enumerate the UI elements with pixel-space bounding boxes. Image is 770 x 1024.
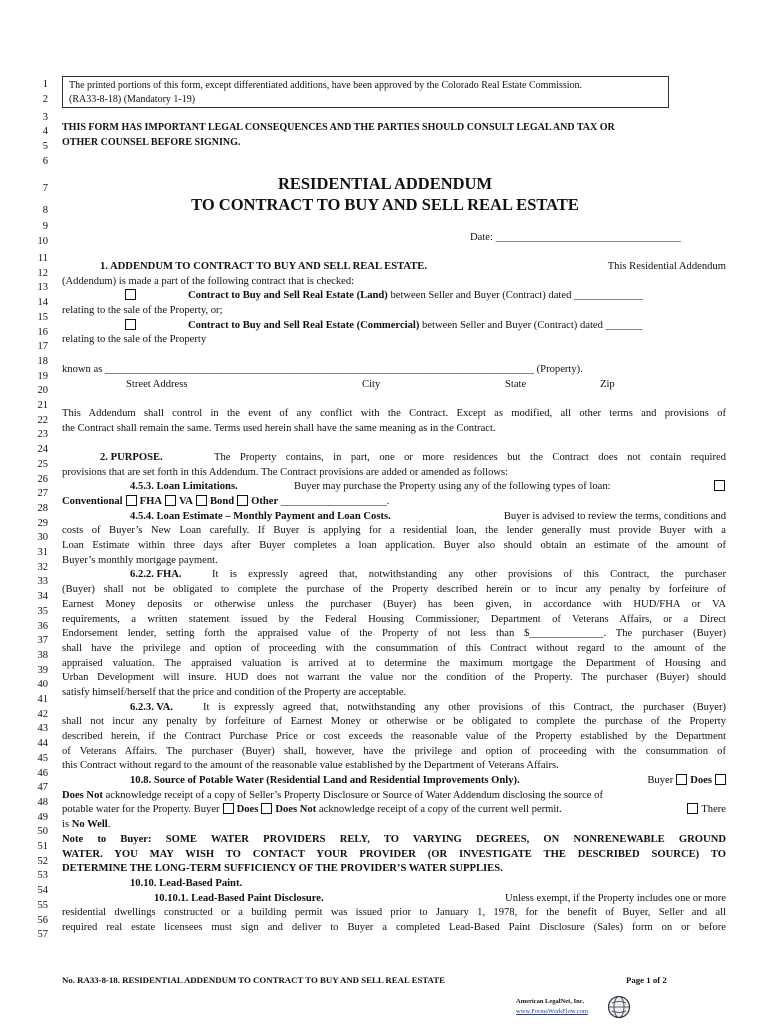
line-number: 10 [37, 236, 48, 247]
american-legalnet-logo[interactable] [512, 995, 632, 1021]
line-40: Urban Development will insure. HUD does not warrant the value nor the condition of the Property. The purchaser (Buyer) should [62, 672, 726, 684]
legal-warning [62, 121, 726, 150]
line-number: 29 [37, 517, 48, 529]
line-49-text: potable water for the Property. Buyer [62, 804, 220, 816]
line-number: 42 [37, 708, 48, 720]
land-contract-label: Contract to Buy and Sell Real Estate (Land) [188, 290, 388, 302]
section-1-heading: 1. ADDENDUM TO CONTRACT TO BUY AND SELL REAL ESTATE. [100, 261, 428, 272]
line-35: Earnest Money deposits or otherwise unless the purchaser (Buyer) has been given, in accordance with HUD/FHA or VA [62, 598, 726, 610]
line-number: 22 [37, 414, 48, 426]
section-2-heading-line [62, 451, 726, 466]
line-number: 9 [42, 221, 48, 232]
line-48 [62, 789, 726, 804]
potable-does-label: Does [690, 775, 712, 787]
land-contract-checkbox[interactable] [125, 289, 136, 300]
line-43: shall not incur any penalty by forfeiture of Earnest Money or otherwise or be obligated to complete the purchase of the Property [62, 716, 726, 728]
line-number: 26 [37, 473, 48, 485]
commercial-contract-label: Contract to Buy and Sell Real Estate (Commercial) [188, 319, 420, 331]
va-heading: 6.2.3. VA. [130, 701, 173, 713]
commercial-contract-rest: between Seller and Buyer (Contract) dated _______ [419, 319, 643, 331]
warning-line-1: THIS FORM HAS IMPORTANT LEGAL CONSEQUENCES AND THE PARTIES SHOULD CONSULT LEGAL AND TAX OR [62, 122, 615, 133]
line-number: 46 [37, 767, 48, 779]
loan-estimate-heading: 4.5.4. Loan Estimate – Monthly Payment and Loan Costs. [130, 510, 391, 522]
line-number: 45 [37, 752, 48, 764]
line-number: 53 [37, 870, 48, 882]
well-permit-does-not-label: Does Not [275, 804, 317, 816]
bond-checkbox[interactable] [196, 495, 207, 506]
line-number: 35 [37, 605, 48, 617]
form-title-line-1: RESIDENTIAL ADDENDUM [277, 174, 493, 193]
land-contract-line [62, 289, 726, 304]
line-48-text: acknowledge receipt of a copy of Seller’s Property Disclosure or Source of Water Addendum disclosing the source of [105, 789, 603, 801]
line-46: this Contract without regard to the amount of the reasonable value established by the Department of Veterans Affairs. [62, 760, 559, 772]
line-number: 7 [42, 183, 48, 194]
there-label: There [701, 804, 726, 816]
date-field[interactable]: Date: ___________________________________ [470, 232, 681, 243]
line-number: 50 [37, 826, 48, 838]
no-well-checkbox[interactable] [687, 803, 698, 814]
note-to-buyer-line-2: WATER. YOU MAY WISH TO CONTACT YOUR PROVIDER (OR INVESTIGATE THE DESCRIBED SOURCE) TO [62, 848, 726, 860]
loan-conventional-label: Conventional [62, 496, 123, 507]
loan-estimate-text: Buyer is advised to review the terms, conditions and [503, 510, 726, 522]
form-body [62, 260, 726, 936]
line-number: 33 [37, 576, 48, 588]
line-number: 27 [37, 488, 48, 500]
caption-state: State [505, 378, 527, 390]
line-number: 21 [37, 400, 48, 411]
loan-fha-label: FHA [139, 496, 163, 507]
property-address-line[interactable]: known as _________________________________________________________________________________ (Property). [62, 363, 583, 375]
warning-line-2: OTHER COUNSEL BEFORE SIGNING. [62, 136, 241, 148]
line-number: 49 [37, 811, 48, 823]
line-number: 32 [37, 561, 48, 573]
line-17: relating to the sale of the Property [62, 334, 207, 346]
well-permit-does-label: Does [236, 804, 259, 816]
no-well-label: No Well [71, 819, 108, 831]
line-number: 48 [37, 796, 48, 808]
line-39: appraised valuation. The appraised valuation is arrived at to determine the maximum mortgage the Department of Housing and [62, 657, 726, 669]
loan-estimate-line [62, 510, 726, 525]
loan-va-label: VA [179, 496, 193, 507]
seller-disclosure-does-not-checkbox[interactable] [715, 774, 726, 785]
line-number: 47 [37, 782, 48, 794]
loan-limitations-text: Buyer may purchase the Property using any of the following types of loan: [294, 481, 611, 493]
line-number: 30 [37, 532, 48, 544]
line-number: 56 [37, 914, 48, 926]
potable-water-line [62, 774, 726, 789]
line-number: 3 [42, 112, 48, 123]
well-permit-does-not-checkbox[interactable] [261, 803, 272, 814]
lead-disclosure-text: Unless exempt, if the Property includes one or more [505, 892, 726, 904]
section-2-text: The Property contains, in part, one or more residences but the Contract does not contain required [214, 451, 726, 463]
line-number: 28 [37, 502, 48, 514]
line-number: 51 [37, 841, 48, 852]
lead-disclosure-line [62, 892, 726, 907]
line-number: 5 [42, 141, 48, 152]
approval-notice-box [62, 76, 669, 108]
line-number: 18 [37, 355, 48, 367]
line-number: 41 [37, 694, 48, 705]
caption-city: City [362, 378, 381, 390]
note-to-buyer-line-1: Note to Buyer: SOME WATER PROVIDERS RELY, TO VARYING DEGREES, ON NONRENEWABLE GROUND [62, 833, 726, 845]
loan-other-blank[interactable]: ____________________. [278, 496, 390, 507]
line-56: residential dwellings constructed or a building permit was issued prior to January 1, 1978, for the benefit of Buyer, Seller and all [62, 907, 726, 919]
logo-company-name: American LegalNet, Inc. [516, 998, 585, 1005]
notice-line-1: The printed portions of this form, except differentiated additions, have been approved by the Colorado Real Estate Commission. [69, 80, 583, 91]
line-number: 25 [37, 458, 48, 470]
line-49 [62, 803, 726, 818]
line-number: 23 [37, 429, 48, 441]
logo-url[interactable]: www.FormsWorkFlow.com [516, 1008, 588, 1015]
va-line [62, 701, 726, 716]
commercial-contract-line [62, 319, 726, 334]
is-label: is [62, 819, 70, 831]
line-number: 54 [37, 885, 48, 897]
line-45: of Veterans Affairs. The purchaser (Buyer) shall, however, have the privilege and option of proceeding with the consummation of [62, 745, 726, 757]
line-49-rest: acknowledge receipt of a copy of the current well permit. [318, 804, 562, 816]
line-number: 19 [37, 370, 48, 382]
line-number: 39 [37, 664, 48, 676]
line-30: costs of Buyer’s New Loan carefully. If Buyer is applying for a residential loan, the lender generally must provide Buyer with a [62, 525, 726, 537]
line-number: 40 [37, 679, 48, 691]
line-34: (Buyer) shall not be obligated to complete the purchase of the Property described herein or to incur any penalty by forfeiture of [62, 584, 726, 596]
line-number: 2 [42, 94, 48, 105]
caption-zip: Zip [600, 378, 615, 390]
line-number: 15 [37, 311, 48, 323]
line-number: 20 [37, 385, 48, 397]
line-number: 38 [37, 649, 48, 661]
line-26: provisions that are set forth in this Addendum. The Contract provisions are added or amended as follows: [62, 466, 509, 478]
control-line-2: the Contract shall remain the same. Terms used herein shall have the same meaning as in the Contract. [62, 422, 496, 434]
line-44: described herein, if the Contract Purchase Price or cost exceeds the reasonable value of the Property established by the Department [62, 731, 726, 742]
seller-disclosure-does-checkbox[interactable] [676, 774, 687, 785]
loan-types-line [62, 495, 726, 510]
line-number: 1 [42, 79, 48, 90]
fha-checkbox[interactable] [126, 495, 137, 506]
loan-other-label: Other [251, 496, 279, 507]
fha-line [62, 568, 726, 583]
address-captions [62, 378, 726, 393]
notice-line-2: (RA33-8-18) (Mandatory 1-19) [69, 94, 196, 105]
loan-limitations-line [62, 480, 726, 495]
form-title-line-2: TO CONTRACT TO BUY AND SELL REAL ESTATE [191, 195, 579, 214]
loan-bond-label: Bond [209, 496, 235, 507]
globe-icon [607, 995, 631, 1019]
lead-paint-heading: 10.10. Lead-Based Paint. [130, 877, 243, 889]
line-number: 24 [37, 444, 48, 456]
fha-heading: 6.2.2. FHA. [130, 569, 182, 581]
line-number: 14 [37, 297, 48, 309]
line-32: Buyer’s monthly mortgage payment. [62, 554, 218, 566]
does-not-label: Does Not [62, 789, 103, 801]
line-number: 34 [37, 591, 48, 603]
land-contract-rest: between Seller and Buyer (Contract) dated _____________ [387, 290, 643, 302]
lead-disclosure-heading: 10.10.1. Lead-Based Paint Disclosure. [154, 892, 324, 904]
line-number: 17 [37, 341, 48, 353]
va-text: It is expressly agreed that, notwithstanding any other provisions of this Contract, the purchaser (Buyer) [203, 701, 726, 713]
line-50 [62, 818, 726, 833]
section-2-heading: 2. PURPOSE. [100, 451, 163, 463]
line-number: 6 [42, 156, 48, 167]
commercial-contract-checkbox[interactable] [125, 319, 136, 330]
footer-form-id: No. RA33-8-18. RESIDENTIAL ADDENDUM TO CONTRACT TO BUY AND SELL REAL ESTATE [62, 975, 445, 985]
line-number: 37 [37, 635, 48, 647]
line-13: (Addendum) is made a part of the following contract that is checked: [62, 275, 355, 287]
line-number: 43 [37, 723, 48, 735]
line-number: 8 [42, 205, 48, 216]
line-number: 52 [37, 855, 48, 867]
line-36: requirements, a written statement issued by the Federal Housing Commissioner, Department of Veterans Affairs, or a Direct [62, 613, 726, 625]
line-31: Loan Estimate within three days after Buyer completes a loan application. Buyer also should obtain an estimate of the amount of [62, 540, 726, 552]
footer-page-number: Page 1 of 2 [626, 975, 667, 985]
line-41: satisfy himself/herself that the price and condition of the Property are acceptable. [62, 686, 407, 698]
caption-street: Street Address [126, 378, 188, 390]
line-number: 4 [42, 126, 48, 137]
line-50-period: . [107, 819, 111, 831]
well-permit-does-checkbox[interactable] [223, 803, 234, 814]
section-1-heading-text: This Residential Addendum [607, 261, 726, 272]
control-line-1: This Addendum shall control in the event of any conflict with the Contract. Except as modified, all other terms and provisions of [62, 407, 726, 419]
line-57: required real estate licensees must sign and deliver to Buyer a completed Lead-Based Paint Disclosure (Sales) form on or before [62, 921, 726, 933]
line-number: 44 [37, 738, 48, 750]
line-number: 16 [37, 326, 48, 338]
line-38: shall have the privilege and option of proceeding with the consummation of this Contract without regard to the amount of the [62, 642, 726, 654]
line-number: 31 [37, 547, 48, 558]
other-checkbox[interactable] [237, 495, 248, 506]
fha-text: It is expressly agreed that, notwithstanding any other provisions of this Contract, the purchaser [212, 569, 726, 581]
line-15: relating to the sale of the Property, or; [62, 305, 223, 317]
conventional-checkbox[interactable] [714, 480, 725, 491]
line-number: 11 [37, 253, 48, 264]
va-checkbox[interactable] [165, 495, 176, 506]
potable-buyer-label: Buyer [647, 775, 674, 787]
line-number: 55 [37, 899, 48, 911]
potable-water-heading: 10.8. Source of Potable Water (Residential Land and Residential Improvements Only). [130, 775, 520, 787]
line-number: 57 [37, 929, 48, 941]
section-1-heading-line [62, 260, 726, 275]
note-to-buyer-line-3: DETERMINE THE LONG-TERM SUFFICIENCY OF THE PROVIDER’S WATER SUPPLIES. [62, 863, 503, 875]
line-number: 36 [37, 620, 48, 632]
line-number: 12 [37, 267, 48, 279]
line-number: 13 [37, 282, 48, 294]
line-37: Endorsement lender, setting forth the appraised value of the Property of not less than $______________. The purchaser (Buyer) [62, 628, 726, 640]
loan-limitations-heading: 4.5.3. Loan Limitations. [130, 481, 238, 493]
